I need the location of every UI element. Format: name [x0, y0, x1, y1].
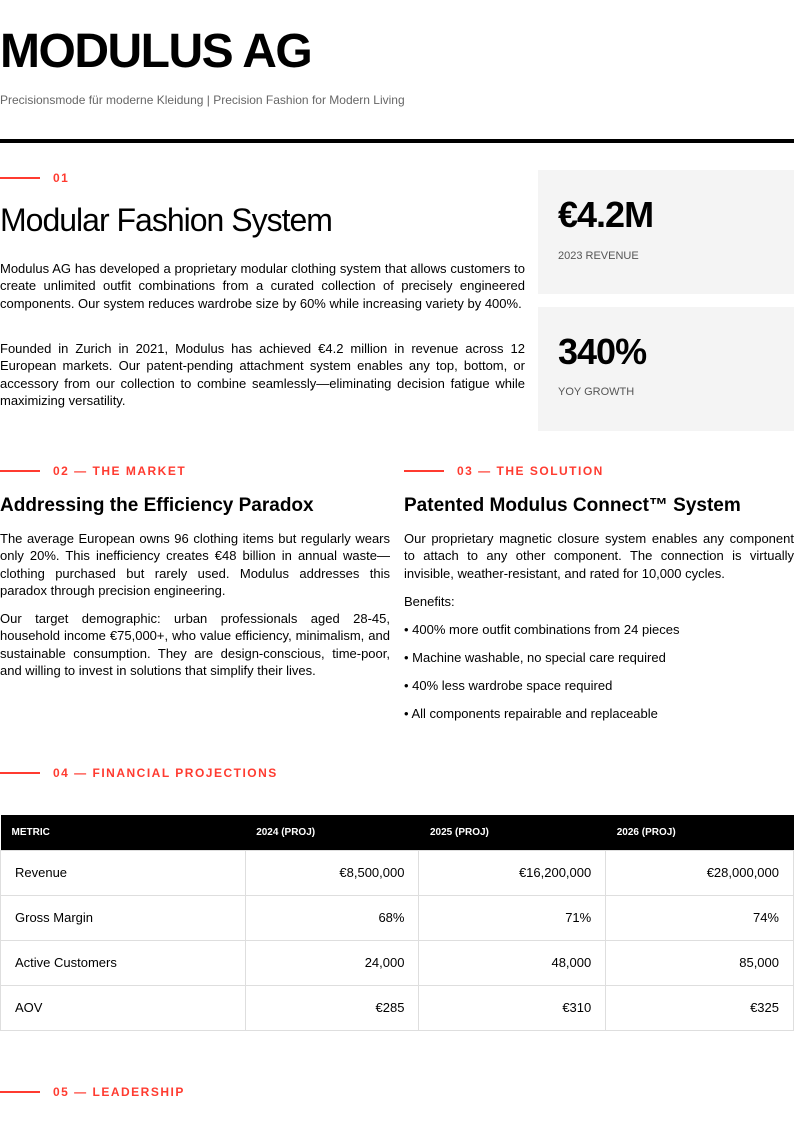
benefits-label: Benefits: [404, 594, 455, 609]
section-number: 01 [53, 171, 70, 185]
value-cell: €285 [245, 985, 419, 1030]
benefit-item: • 40% less wardrobe space required [404, 678, 613, 693]
section-01-label [0, 171, 69, 185]
financial-projections-table [0, 815, 794, 1031]
section-03-title: Patented Modulus Connect™ System [404, 495, 741, 516]
metric-cell: Revenue [1, 850, 246, 895]
column-header: 2024 (PROJ) [245, 815, 419, 850]
metric-cell: Active Customers [1, 940, 246, 985]
accent-bar [0, 772, 40, 774]
table-row [1, 850, 794, 895]
accent-bar [0, 177, 40, 179]
solution-paragraph: Our proprietary magnetic closure system enables any component to attach to any other component. The connection is virtually invisible, weather-resistant, and rated for 10,000 cycles. [404, 531, 794, 581]
value-cell: €310 [419, 985, 606, 1030]
value-cell: €8,500,000 [245, 850, 419, 895]
market-paragraph-1: The average European owns 96 clothing items but regularly wears only 20%. This inefficiency creates €48 billion in annual waste—clothing purchased but rarely used. Modulus addresses this paradox through precision engineering. [0, 531, 390, 598]
section-heading: 03 — THE SOLUTION [457, 464, 604, 478]
market-paragraph-2: Our target demographic: urban professionals aged 28-45, household income €75,000+, who value efficiency, minimalism, and sustainable consumption. They are design-conscious, time-poor, and willing to invest in solutions that simplify their lives. [0, 611, 390, 678]
value-cell: €28,000,000 [606, 850, 794, 895]
table-row [1, 895, 794, 940]
accent-bar [404, 470, 444, 472]
section-01-title: Modular Fashion System [0, 202, 332, 238]
section-05-label [0, 1085, 185, 1099]
stat-label: YOY GROWTH [558, 386, 635, 398]
value-cell: €325 [606, 985, 794, 1030]
benefit-item: • 400% more outfit combinations from 24 pieces [404, 622, 680, 637]
metric-cell: AOV [1, 985, 246, 1030]
stat-value: 340% [558, 331, 647, 372]
stat-card-revenue [538, 170, 794, 294]
value-cell: 85,000 [606, 940, 794, 985]
tagline: Precisionsmode für moderne Kleidung | Precision Fashion for Modern Living [0, 93, 405, 107]
accent-bar [0, 1091, 40, 1093]
section-heading: 02 — THE MARKET [53, 464, 187, 478]
benefit-item: • Machine washable, no special care required [404, 650, 666, 665]
accent-bar [0, 470, 40, 472]
stat-label: 2023 REVENUE [558, 250, 639, 262]
section-03-label [404, 464, 604, 478]
value-cell: 68% [245, 895, 419, 940]
stat-card-growth [538, 307, 794, 431]
column-header: 2025 (PROJ) [419, 815, 606, 850]
section-02-title: Addressing the Efficiency Paradox [0, 495, 314, 516]
section-heading: 05 — LEADERSHIP [53, 1085, 185, 1099]
value-cell: 71% [419, 895, 606, 940]
value-cell: 48,000 [419, 940, 606, 985]
intro-paragraph-2: Founded in Zurich in 2021, Modulus has achieved €4.2 million in revenue across 12 European markets. Our patent-pending attachment system enables any top, bottom, or accessory from our collection to combine seamlessly—eliminating decision fatigue while maximizing versatility. [0, 341, 525, 408]
value-cell: 74% [606, 895, 794, 940]
column-header: METRIC [1, 815, 246, 850]
value-cell: 24,000 [245, 940, 419, 985]
column-header: 2026 (PROJ) [606, 815, 794, 850]
section-04-label [0, 766, 278, 780]
value-cell: €16,200,000 [419, 850, 606, 895]
metric-cell: Gross Margin [1, 895, 246, 940]
company-name: MODULUS AG [0, 25, 312, 78]
section-heading: 04 — FINANCIAL PROJECTIONS [53, 766, 278, 780]
table-header-row [1, 815, 794, 850]
header-divider [0, 139, 794, 143]
table-row [1, 985, 794, 1030]
table-row [1, 940, 794, 985]
section-02-label [0, 464, 186, 478]
stat-value: €4.2M [558, 194, 654, 235]
intro-paragraph-1: Modulus AG has developed a proprietary modular clothing system that allows customers to create unlimited outfit combinations from a curated collection of precisely engineered components. Our system reduces wardrobe size by 60% while increasing variety by 400%. [0, 261, 525, 311]
benefit-item: • All components repairable and replaceable [404, 706, 658, 721]
